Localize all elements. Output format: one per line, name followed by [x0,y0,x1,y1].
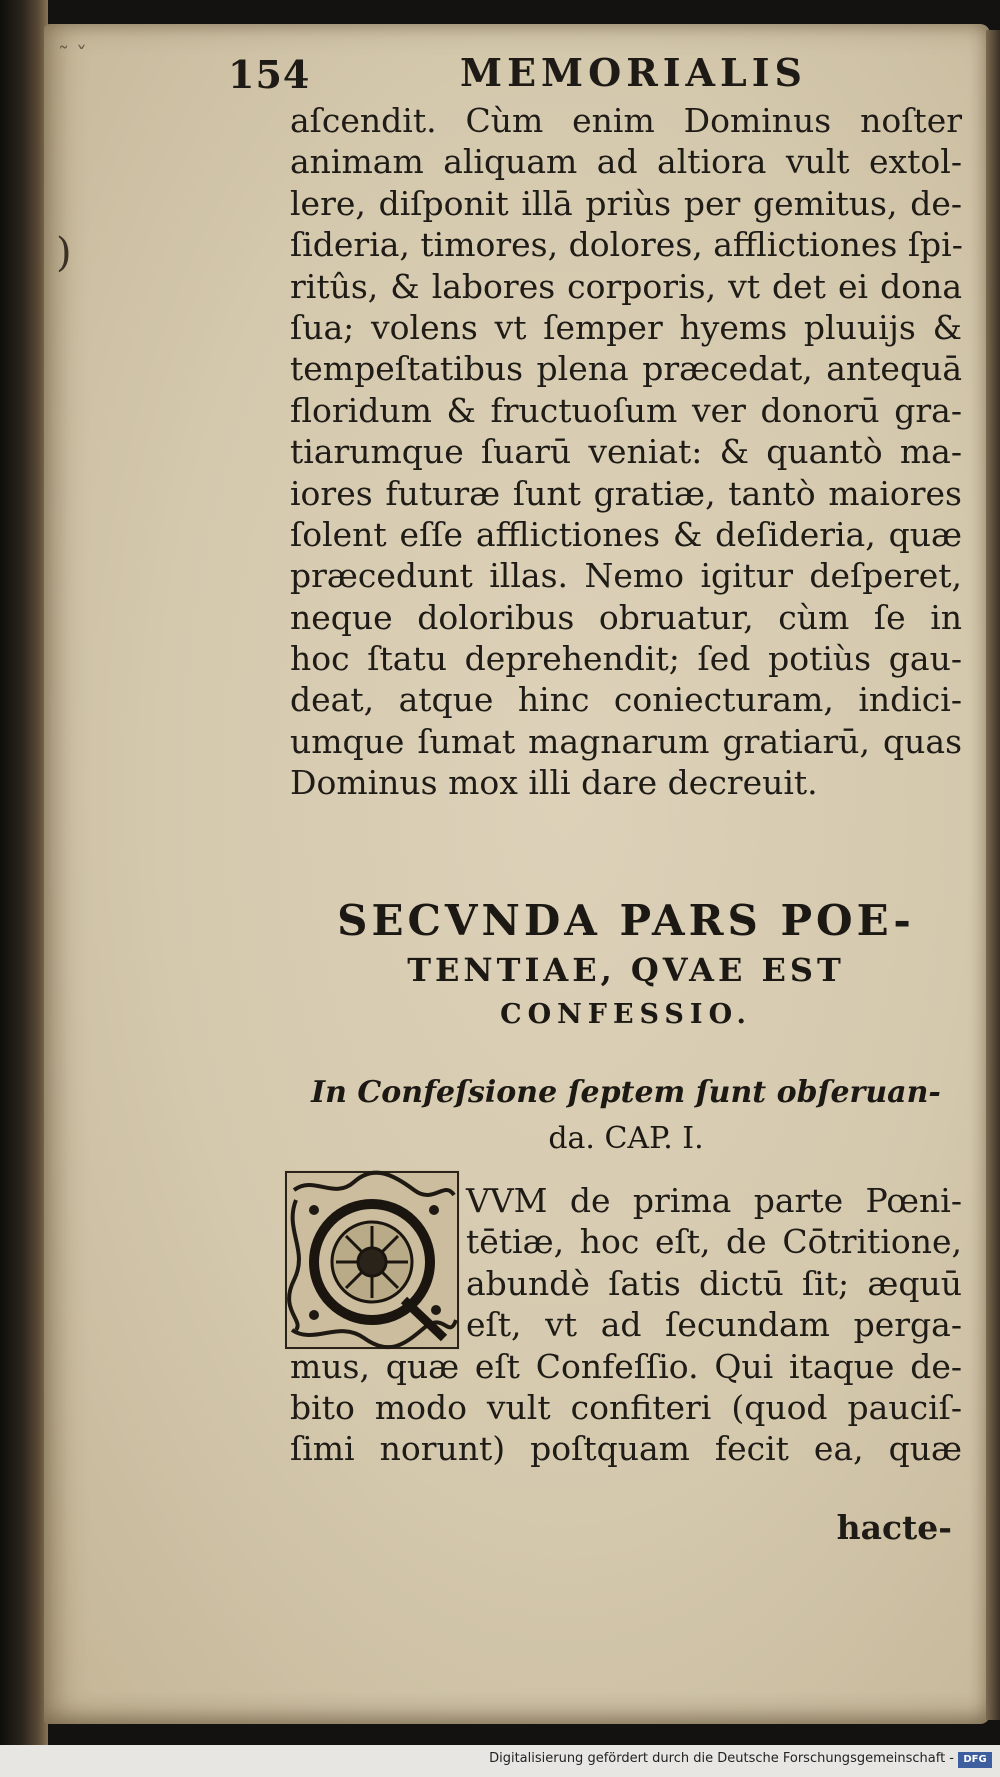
page-number: 154 [228,52,311,97]
text-line: ritûs, & labores corporis, vt det ei dona [290,266,962,306]
section-heading-line: TENTIAE, QVAE EST [407,951,845,989]
text-line: tētiæ, hoc eſt, de Cōtritione, [466,1222,962,1262]
text-line: Dominus mox illi dare decreuit. [290,763,818,803]
text-line: iores futuræ ſunt gratiæ, tantò maiores [290,473,962,513]
text-line: hoc ſtatu deprehendit; ſed potiùs gau- [290,639,962,679]
margin-mark: ) [56,230,72,276]
text-line: præcedunt illas. Nemo igitur deſperet, [290,556,962,596]
text-line: ſolent eſſe afflictiones & deſideria, quæ [290,514,962,554]
page-edge [986,30,1000,1720]
text-line: ſua; volens vt ſemper hyems pluuijs & [290,307,962,347]
running-head: MEMORIALIS [460,50,807,95]
catchword: hacte- [836,1508,952,1547]
text-line: lere, diſponit illā priùs per gemitus, de- [290,183,962,223]
text-line: neque doloribus obruatur, cùm ſe in [290,597,962,637]
text-line: mus, quæ eſt Confeſſio. Qui itaque de- [290,1346,962,1386]
text-line: VVM de prima parte Pœni- [466,1181,962,1220]
section-heading [290,895,962,1037]
text-line: ſimi norunt) poſtquam fecit ea, quæ [290,1429,962,1469]
text-line: aſcendit. Cùm enim Dominus noſter [290,101,962,140]
section-heading-line: SECVNDA PARS POE- [337,896,915,945]
chapter-heading [290,1070,962,1162]
text-line: deat, atque hinc coniecturam, indici- [290,680,962,720]
text-line: ſideria, timores, dolores, afflictiones ſpi- [290,225,963,265]
text-line: tempeſtatibus plena præcedat, antequā [290,349,962,389]
paragraph-2 [290,1180,962,1470]
section-heading-line: CONFESSIO. [500,999,752,1030]
text-line: floridum & fructuoſum ver donorū gra- [290,390,962,430]
dfg-logo-icon: DFG [958,1752,992,1768]
chapter-heading-line: In Confeſsione ſeptem ſunt obſeruan- [311,1075,941,1110]
page-header [220,44,807,104]
book-spine [0,0,48,1777]
paragraph-1 [290,100,962,804]
chapter-heading-line: da. CAP. I. [548,1121,704,1156]
text-line: abundè ſatis dictū ſit; æquū [466,1263,962,1303]
text-line: tiarumque ſuarū veniat: & quantò ma- [290,432,962,472]
text-line: umque ſumat magnarum gratiarū, quas [290,721,962,761]
text-line: bito modo vult confiteri (quod pauciſ- [290,1387,962,1427]
text-line: animam aliquam ad altiora vult extol- [290,142,962,182]
text-line: eſt, vt ad ſecundam perga- [466,1305,962,1345]
digitization-credit: Digitalisierung gefördert durch die Deutsche Forschungsgemeinschaft - [489,1751,954,1766]
margin-smudge: ˜ ˇ [58,44,87,69]
